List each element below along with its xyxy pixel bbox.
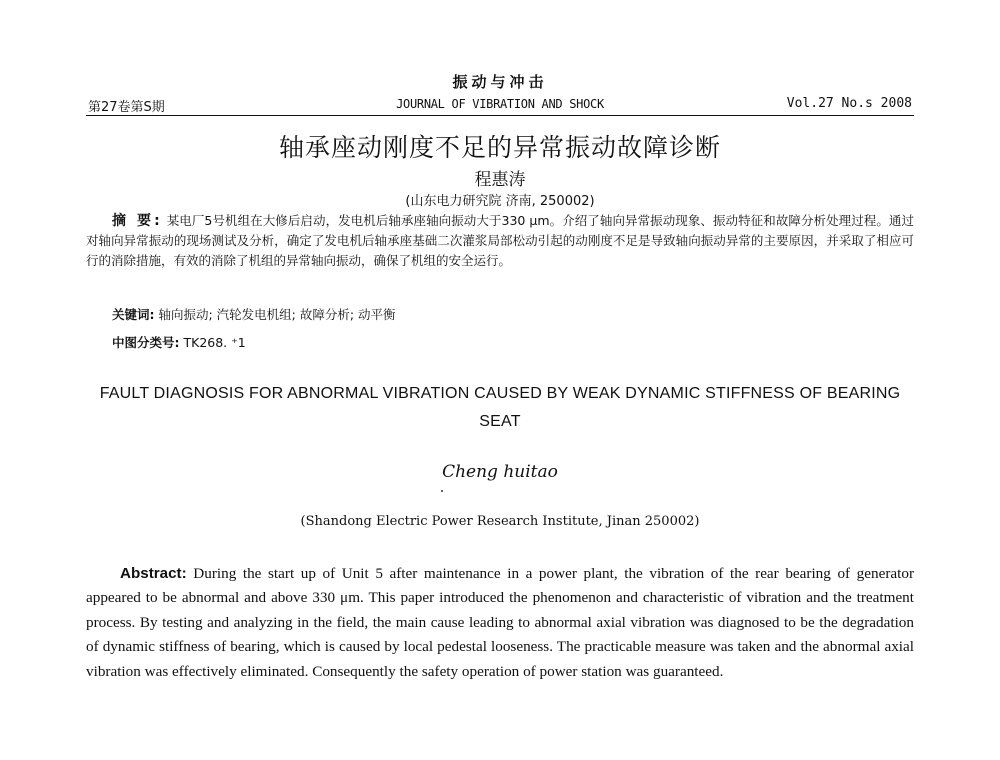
- abstract-english-label: Abstract:: [120, 565, 187, 582]
- classification-value: TK268. ⁺1: [183, 335, 246, 350]
- abstract-chinese-text: 某电厂5号机组在大修后启动，发电机后轴承座轴向振动大于330 μm。介绍了轴向异常振动现象、振动特征和故障分析处理过程。通过对轴向异常振动的现场测试及分析，确定了发电机后轴承座基础二次灌浆局部松动引起的动刚度不足是导致轴向振动异常的主要原因，并采取了相应可行的消除措施，有效的消除了机组的异常轴向振动，确保了机组的安全运行。: [86, 213, 914, 268]
- affiliation-english: (Shandong Electric Power Research Institute, Jinan 250002): [300, 514, 700, 529]
- abstract-chinese: [86, 211, 914, 271]
- volume-issue-english: Vol.27 No.s 2008: [786, 96, 912, 111]
- classification-label: 中图分类号:: [112, 335, 180, 350]
- journal-name-chinese: 振动与冲击: [452, 73, 548, 91]
- author-chinese: 程惠涛: [474, 170, 526, 190]
- keywords-chinese: [112, 305, 396, 323]
- keywords-label: 关键词:: [112, 307, 155, 322]
- affiliation-chinese: (山东电力研究院 济南, 250002): [405, 194, 595, 209]
- author-english: Cheng huitao: [442, 462, 558, 482]
- paper-title-english: FAULT DIAGNOSIS FOR ABNORMAL VIBRATION CAUSED BY WEAK DYNAMIC STIFFNESS OF BEARING SEAT: [99, 385, 901, 430]
- keywords-text: 轴向振动; 汽轮发电机组; 故障分析; 动平衡: [158, 307, 396, 322]
- abstract-english: [86, 562, 914, 684]
- abstract-chinese-label: 摘 要:: [112, 213, 163, 229]
- header-divider: [86, 115, 914, 116]
- volume-issue-chinese: 第27卷第S期: [88, 100, 165, 115]
- classification-number: [112, 333, 246, 351]
- journal-name-english: JOURNAL OF VIBRATION AND SHOCK: [396, 97, 604, 111]
- paper-title-chinese: 轴承座动刚度不足的异常振动故障诊断: [278, 133, 721, 162]
- abstract-english-text: During the start up of Unit 5 after maintenance in a power plant, the vibration of the rear bearing of generator appeared to be abnormal and above 330 μm. This paper introduced the phenomenon and characteristic of vibration and the treatment process. By testing and analyzing in the field, the main cause leading to abnormal axial vibration was diagnosed to be the degradation of dynamic stiffness of bearing, which is caused by local pedestal looseness. The practicable measure was taken and the abnormal axial vibration was effectively eliminated. Consequently the safety operation of power station was guaranteed.: [86, 565, 915, 680]
- scan-speck: [441, 490, 443, 492]
